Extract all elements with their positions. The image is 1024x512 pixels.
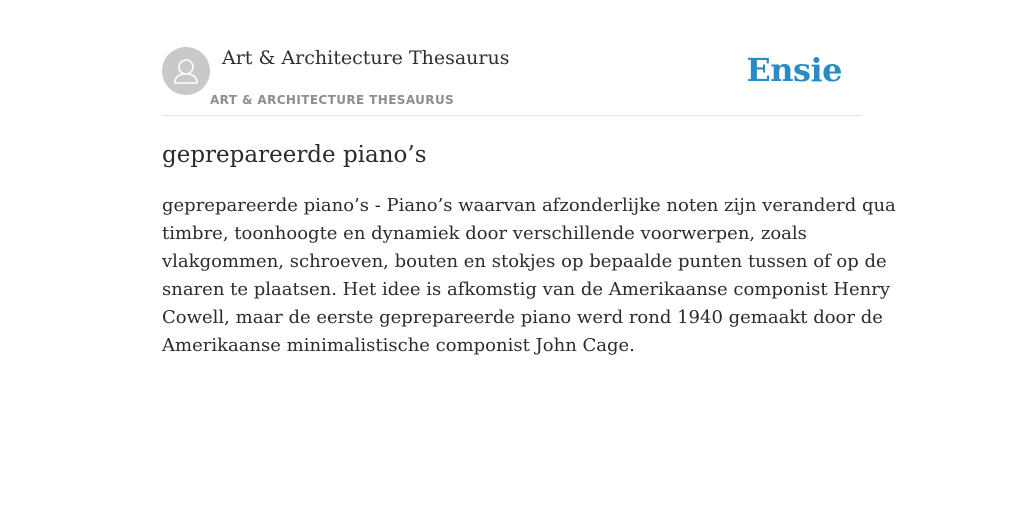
definition-line: timbre, toonhoogte en dynamiek door verschillende voorwerpen, zoals (162, 223, 807, 244)
definition-text (162, 192, 896, 360)
definition-line: geprepareerde piano’s - Piano’s waarvan afzonderlijke noten zijn veranderd qua (162, 195, 896, 216)
definition-line: vlakgommen, schroeven, bouten en stokjes op bepaalde punten tussen of op de (162, 251, 887, 272)
definition-line: Amerikaanse minimalistische componist John Cage. (162, 335, 635, 356)
definition-line: Cowell, maar de eerste geprepareerde piano werd rond 1940 gemaakt door de (162, 307, 883, 328)
source-title-link[interactable]: Art & Architecture Thesaurus (222, 47, 510, 69)
ensie-logo[interactable]: Ensie (746, 51, 842, 89)
source-avatar[interactable] (162, 47, 210, 95)
definition-line: snaren te plaatsen. Het idee is afkomstig van de Amerikaanse componist Henry (162, 279, 891, 300)
source-header (162, 46, 862, 116)
source-subtitle: ART & ARCHITECTURE THESAURUS (210, 93, 455, 107)
user-silhouette-icon (162, 47, 210, 95)
page-title: geprepareerde piano’s (162, 142, 427, 168)
